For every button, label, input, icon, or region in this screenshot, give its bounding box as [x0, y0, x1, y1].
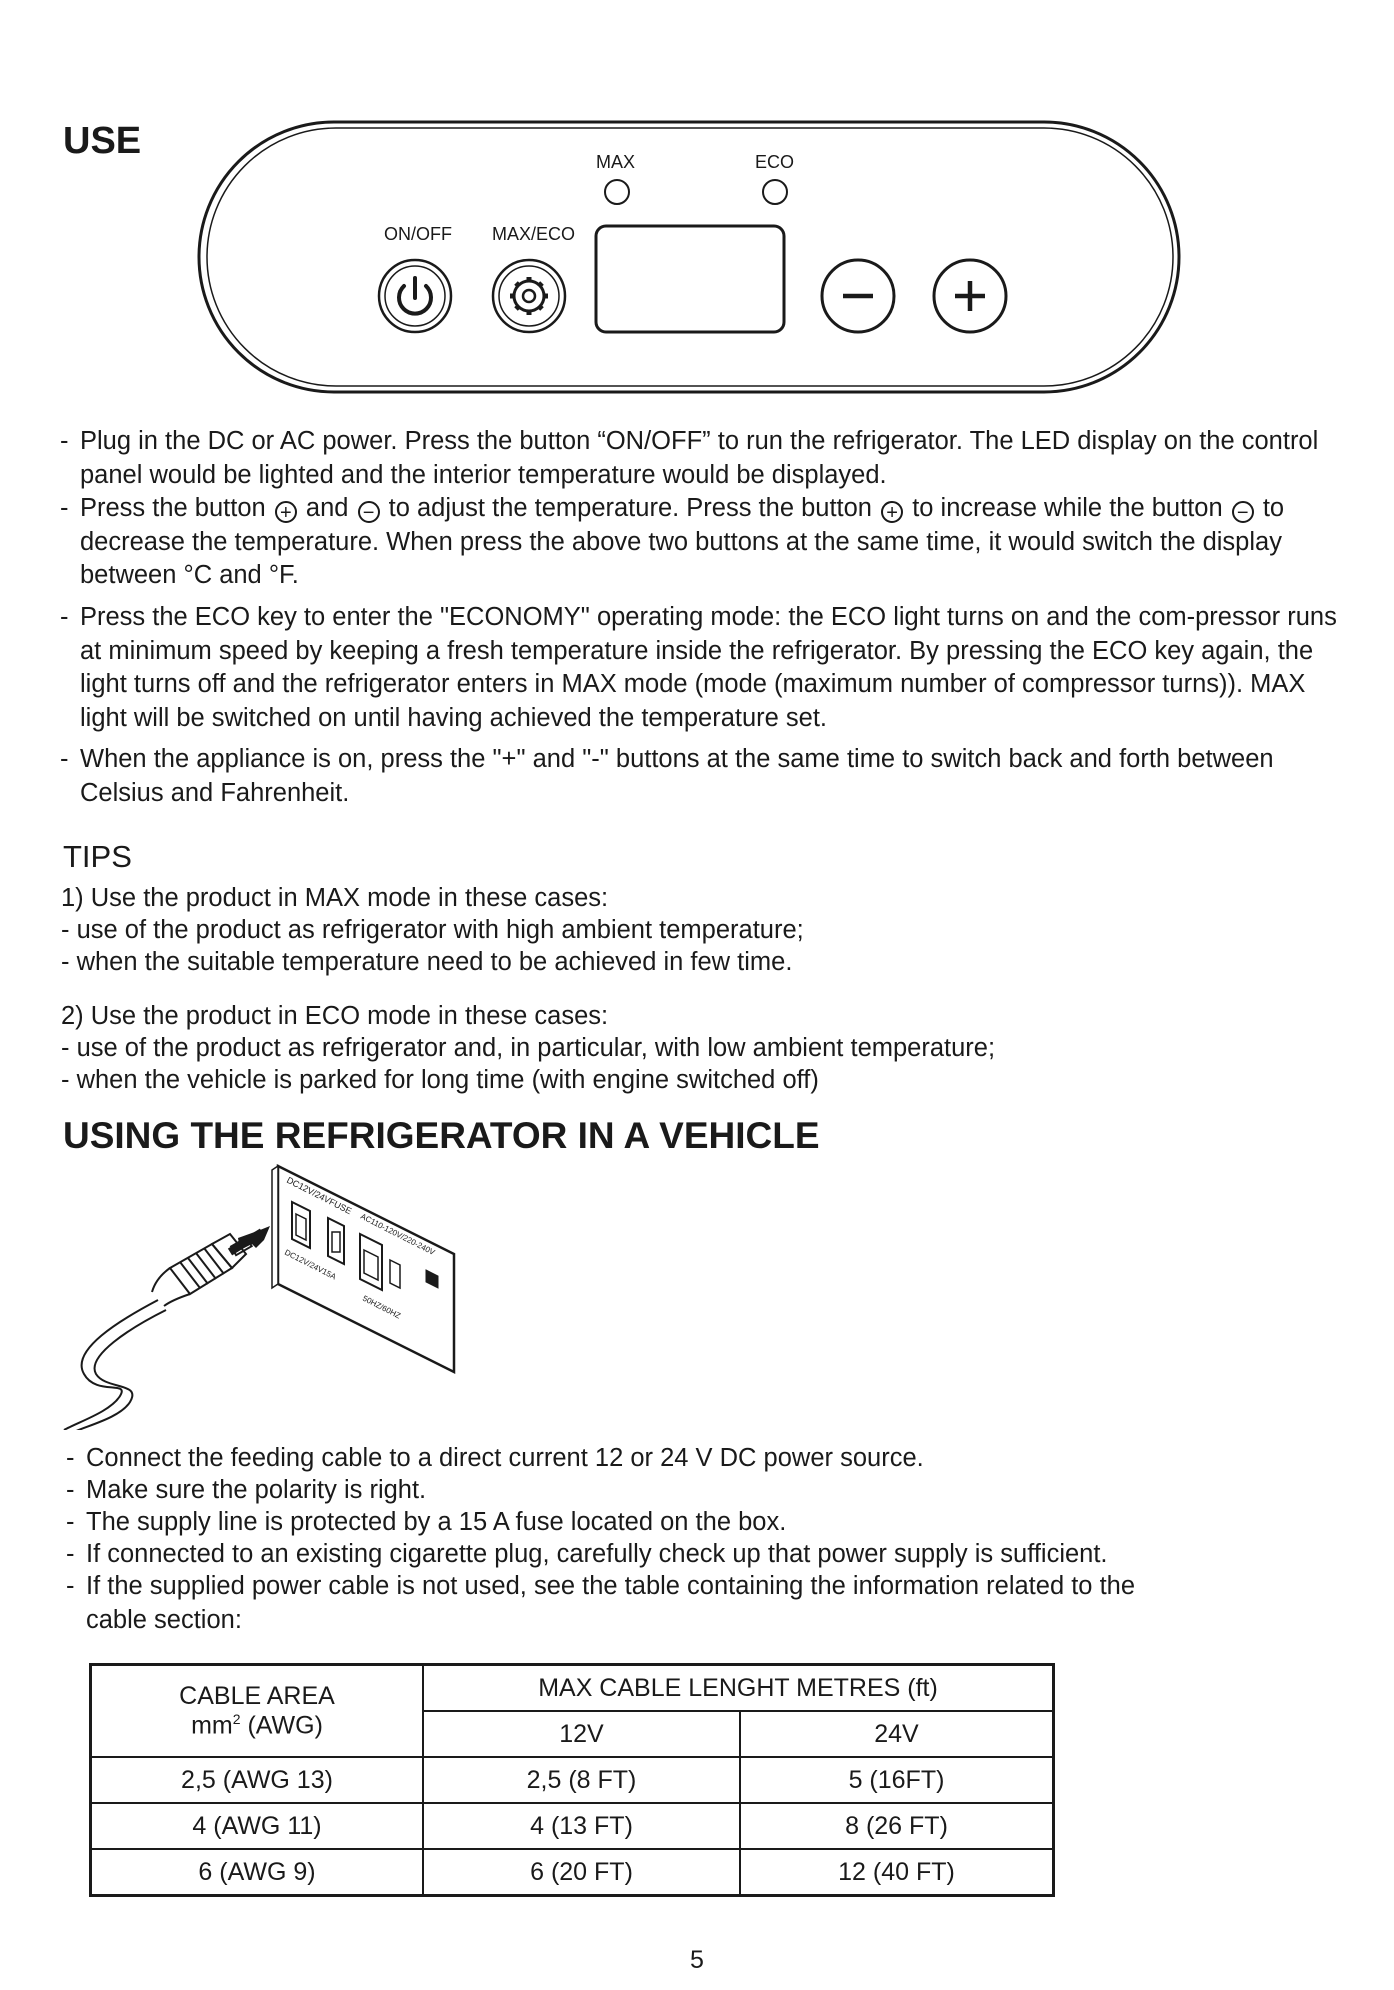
cable-area-header: CABLE AREA $mm^2$ (AWG): [91, 1665, 424, 1758]
minus-button-icon: [822, 260, 894, 332]
table-row: 4 (AWG 11) 4 (13 FT) 8 (26 FT): [91, 1803, 1054, 1849]
use-bullet-4: - When the appliance is on, press the "+" and "-" buttons at the same time to switch back and forth between Celsius and Fahrenheit.: [60, 745, 1274, 807]
socket-label-dc-fuse: DC12V/24VFUSE: [285, 1174, 354, 1217]
tips-line-6: - when the vehicle is parked for long time (with engine switched off): [61, 1066, 819, 1094]
cable-table: [89, 1663, 1055, 1897]
cable-icon: [64, 1300, 158, 1430]
tips-line-2: - use of the product as refrigerator with high ambient temperature;: [61, 916, 804, 944]
control-panel-diagram: [195, 118, 1185, 400]
tips-line-1: 1) Use the product in MAX mode in these cases:: [61, 884, 609, 912]
maxeco-label: MAX/ECO: [492, 224, 576, 244]
tips-heading: TIPS: [63, 839, 132, 874]
col-24v-header: 24V: [740, 1711, 1054, 1757]
socket-label-ac: AC110-120V/220-240V: [359, 1211, 437, 1258]
eco-led-label: ECO: [755, 152, 795, 172]
vehicle-bullet-2: - Make sure the polarity is right.: [66, 1476, 427, 1504]
plus-button-icon: [934, 260, 1006, 332]
led-display: [596, 226, 784, 332]
max-length-header: MAX CABLE LENGHT METRES (ft): [423, 1665, 1054, 1712]
page-number: 5: [690, 1946, 704, 1974]
vehicle-heading: USING THE REFRIGERATOR IN A VEHICLE: [63, 1115, 820, 1156]
max-led-icon: [605, 180, 629, 204]
table-row: 2,5 (AWG 13) 2,5 (8 FT) 5 (16FT): [91, 1757, 1054, 1803]
tips-line-5: - use of the product as refrigerator and, in particular, with low ambient temperature;: [61, 1034, 996, 1062]
plus-icon: +: [275, 501, 297, 523]
use-bullet-1: - Plug in the DC or AC power. Press the button “ON/OFF” to run the refrigerator. The LED display on the control panel would be lighted and the interior temperature would be displayed.: [60, 427, 1319, 489]
use-bullet-2: - Press the button + and − to adjust the temperature. Press the button + to increase while the button − to decrease the temperature. When press the above two buttons at the same time, it would switch the display between °C and °F.: [60, 494, 1285, 589]
power-socket-diagram: [60, 1160, 480, 1430]
minus-icon: −: [358, 501, 380, 523]
tips-line-3: - when the suitable temperature need to be achieved in few time.: [61, 948, 793, 976]
use-heading: USE: [63, 120, 142, 162]
onoff-label: ON/OFF: [384, 224, 452, 244]
power-button-icon: [379, 260, 451, 332]
vehicle-bullet-5: - If the supplied power cable is not used, see the table containing the information related to the cable section:: [66, 1572, 1136, 1634]
minus-icon: −: [1232, 501, 1254, 523]
use-bullet-3: - Press the ECO key to enter the "ECONOMY" operating mode: the ECO light turns on and the com-pressor runs at minimum speed by keeping a fresh temperature inside the refrigerator. By pressing the ECO key again, the light turns off and the refrigerator enters in MAX mode (mode (maximum number of compressor turns)). MAX light will be switched on until having achieved the temperature set.: [60, 603, 1337, 732]
vehicle-bullet-4: - If connected to an existing cigarette plug, carefully check up that power supply is sufficient.: [66, 1540, 1108, 1568]
vehicle-bullet-1: - Connect the feeding cable to a direct current 12 or 24 V DC power source.: [66, 1444, 924, 1472]
col-12v-header: 12V: [423, 1711, 740, 1757]
socket-label-hz: 50HZ/60HZ: [361, 1293, 403, 1321]
table-row: 6 (AWG 9) 6 (20 FT) 12 (40 FT): [91, 1849, 1054, 1896]
gear-button-icon: [493, 260, 565, 332]
eco-led-icon: [763, 180, 787, 204]
plus-icon: +: [881, 501, 903, 523]
max-led-label: MAX: [596, 152, 636, 172]
socket-label-dc15: DC12V/24V15A: [283, 1247, 338, 1282]
vehicle-bullet-3: - The supply line is protected by a 15 A fuse located on the box.: [66, 1508, 787, 1536]
tips-line-4: 2) Use the product in ECO mode in these cases:: [61, 1002, 609, 1030]
